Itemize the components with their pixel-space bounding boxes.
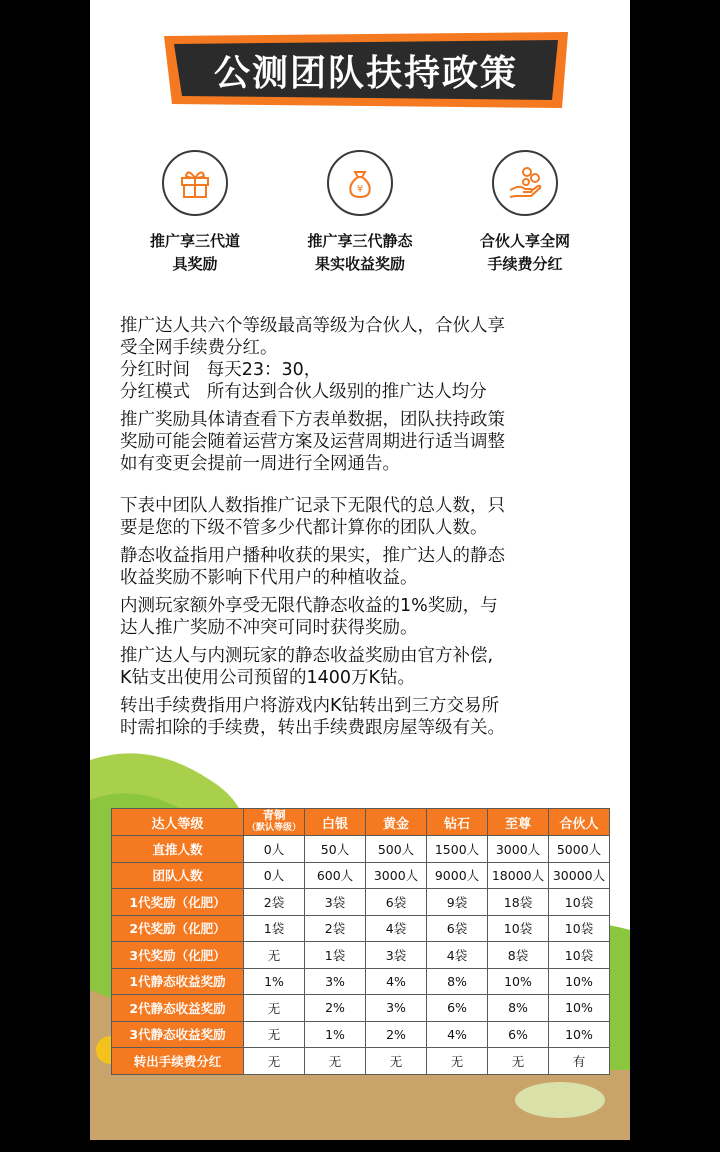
feature-caption-line2: 具奖励 xyxy=(172,255,218,273)
level-header-silver: 白银 xyxy=(305,809,366,836)
table-cell: 50人 xyxy=(305,836,366,863)
table-cell: 9000人 xyxy=(427,862,488,889)
table-cell: 3% xyxy=(305,968,366,995)
table-cell: 无 xyxy=(305,1048,366,1075)
table-cell: 10袋 xyxy=(488,915,549,942)
paragraph-line: 要是您的下级不管多少代都计算你的团队人数。 xyxy=(120,518,488,538)
feature-item xyxy=(450,150,600,280)
level-header-partner: 合伙人 xyxy=(549,809,610,836)
table-row xyxy=(112,915,610,942)
level-header-bronze xyxy=(244,809,305,836)
table-cell: 10% xyxy=(549,995,610,1022)
table-row xyxy=(112,995,610,1022)
feature-item xyxy=(285,150,435,280)
table-row xyxy=(112,1048,610,1075)
hand-coins-icon xyxy=(492,150,558,216)
feature-caption-line2: 手续费分红 xyxy=(487,255,563,273)
paragraph-line: 时需扣除的手续费，转出手续费跟房屋等级有关。 xyxy=(120,718,505,738)
table-row xyxy=(112,862,610,889)
feature-caption-line2: 果实收益奖励 xyxy=(314,255,405,273)
table-cell: 1袋 xyxy=(305,942,366,969)
gift-icon xyxy=(162,150,228,216)
level-name: 青铜 xyxy=(262,808,286,822)
table-cell: 无 xyxy=(244,995,305,1022)
table-cell: 2袋 xyxy=(244,889,305,916)
table-row xyxy=(112,889,610,916)
table-cell: 1袋 xyxy=(244,915,305,942)
paragraph-line: 推广达人与内测玩家的静态收益奖励由官方补偿, xyxy=(120,646,494,666)
table-cell: 10% xyxy=(549,968,610,995)
paragraph-line: 分红模式 所有达到合伙人级别的推广达人均分 xyxy=(120,382,487,402)
table-cell: 1500人 xyxy=(427,836,488,863)
table-cell: 6% xyxy=(427,995,488,1022)
table-row xyxy=(112,1021,610,1048)
table-cell: 18000人 xyxy=(488,862,549,889)
table-cell: 0人 xyxy=(244,862,305,889)
table-cell: 3% xyxy=(366,995,427,1022)
table-cell: 10袋 xyxy=(549,915,610,942)
table-cell: 30000人 xyxy=(549,862,610,889)
table-cell: 3袋 xyxy=(366,942,427,969)
row-label: 1代静态收益奖励 xyxy=(112,968,244,995)
paragraph-line: 奖励可能会随着运营方案及运营周期进行适当调整 xyxy=(120,432,505,452)
table-cell: 6% xyxy=(488,1021,549,1048)
table-cell: 无 xyxy=(244,1048,305,1075)
feature-caption-line1: 合伙人享全网 xyxy=(479,232,570,250)
table-cell: 4% xyxy=(427,1021,488,1048)
table-cell: 6袋 xyxy=(427,915,488,942)
table-row xyxy=(112,942,610,969)
level-header-supreme: 至尊 xyxy=(488,809,549,836)
paragraph-line: 分红时间 每天23：30， xyxy=(120,360,322,380)
row-label: 1代奖励（化肥） xyxy=(112,889,244,916)
table-cell: 无 xyxy=(427,1048,488,1075)
table-cell: 4% xyxy=(366,968,427,995)
money-bag-icon xyxy=(327,150,393,216)
paragraph-line: 受全网手续费分红。 xyxy=(120,338,278,358)
row-label: 3代静态收益奖励 xyxy=(112,1021,244,1048)
paragraph-line: 达人推广奖励不冲突可同时获得奖励。 xyxy=(120,618,418,638)
table-cell: 1% xyxy=(305,1021,366,1048)
table-cell: 2袋 xyxy=(305,915,366,942)
table-cell: 3袋 xyxy=(305,889,366,916)
paragraph-line: K钻支出使用公司预留的1400万K钻。 xyxy=(120,668,415,688)
table-cell: 500人 xyxy=(366,836,427,863)
table-cell: 无 xyxy=(244,942,305,969)
table-cell: 无 xyxy=(488,1048,549,1075)
table-cell: 4袋 xyxy=(366,915,427,942)
table-cell: 2% xyxy=(366,1021,427,1048)
paragraph-line: 收益奖励不影响下代用户的种植收益。 xyxy=(120,568,418,588)
level-header-diamond: 钻石 xyxy=(427,809,488,836)
policy-page xyxy=(90,0,630,1140)
feature-caption-line1: 推广享三代道 xyxy=(149,232,240,250)
table-corner-header: 达人等级 xyxy=(112,809,244,836)
svg-text:¥: ¥ xyxy=(356,184,364,195)
row-label: 2代静态收益奖励 xyxy=(112,995,244,1022)
table-cell: 10% xyxy=(549,1021,610,1048)
table-cell: 9袋 xyxy=(427,889,488,916)
table-cell: 1% xyxy=(244,968,305,995)
table-row xyxy=(112,968,610,995)
table-cell: 无 xyxy=(366,1048,427,1075)
table-cell: 8% xyxy=(427,968,488,995)
table-cell: 10% xyxy=(488,968,549,995)
table-cell: 10袋 xyxy=(549,889,610,916)
table-cell: 8袋 xyxy=(488,942,549,969)
table-header-row xyxy=(112,809,610,836)
table-cell: 无 xyxy=(244,1021,305,1048)
table-cell: 5000人 xyxy=(549,836,610,863)
row-label: 直推人数 xyxy=(112,836,244,863)
table-cell: 2% xyxy=(305,995,366,1022)
paragraph-line: 推广奖励具体请查看下方表单数据，团队扶持政策 xyxy=(120,410,505,430)
paragraph-line: 静态收益指用户播种收获的果实，推广达人的静态 xyxy=(120,546,505,566)
table-cell: 600人 xyxy=(305,862,366,889)
table-cell: 有 xyxy=(549,1048,610,1075)
table-cell: 18袋 xyxy=(488,889,549,916)
level-sub-label: （默认等级） xyxy=(246,823,301,833)
page-title: 公测团队扶持政策 xyxy=(213,52,518,94)
title-banner xyxy=(164,32,568,108)
row-label: 2代奖励（化肥） xyxy=(112,915,244,942)
table-cell: 3000人 xyxy=(488,836,549,863)
table-cell: 0人 xyxy=(244,836,305,863)
policy-description xyxy=(120,315,610,739)
row-label: 3代奖励（化肥） xyxy=(112,942,244,969)
paragraph-line: 转出手续费指用户将游戏内K钻转出到三方交易所 xyxy=(120,696,499,716)
level-header-gold: 黄金 xyxy=(366,809,427,836)
feature-item xyxy=(120,150,270,280)
feature-caption-line1: 推广享三代静态 xyxy=(307,232,413,250)
level-rewards-table xyxy=(111,808,610,1075)
table-cell: 6袋 xyxy=(366,889,427,916)
paragraph-line: 下表中团队人数指推广记录下无限代的总人数，只 xyxy=(120,496,505,516)
table-cell: 3000人 xyxy=(366,862,427,889)
row-label: 团队人数 xyxy=(112,862,244,889)
paragraph-line: 内测玩家额外享受无限代静态收益的1%奖励，与 xyxy=(120,596,498,616)
row-label: 转出手续费分红 xyxy=(112,1048,244,1075)
paragraph-line: 推广达人共六个等级最高等级为合伙人，合伙人享 xyxy=(120,316,505,336)
table-cell: 8% xyxy=(488,995,549,1022)
feature-row xyxy=(120,150,600,280)
table-cell: 10袋 xyxy=(549,942,610,969)
paragraph-line: 如有变更会提前一周进行全网通告。 xyxy=(120,454,400,474)
table-cell: 4袋 xyxy=(427,942,488,969)
table-row xyxy=(112,836,610,863)
